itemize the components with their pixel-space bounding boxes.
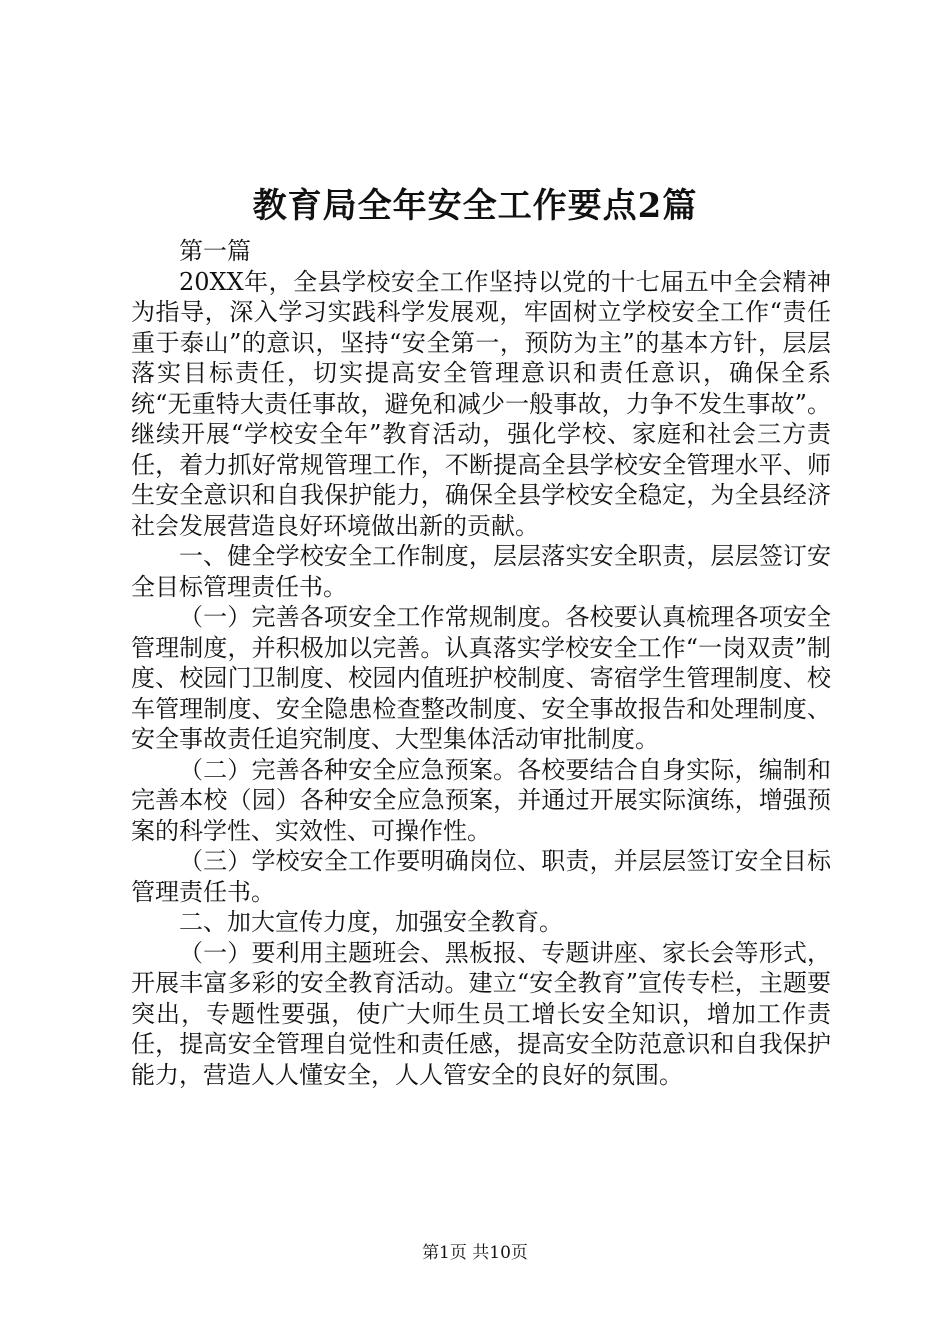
paragraph: 20XX年，全县学校安全工作坚持以党的十七届五中全会精神为指导，深入学习实践科学发展观，牢固树立学校安全工作“责任重于泰山”的意识，坚持“安全第一，预防为主”的基本方针，层层落实目标责任，切实提高安全管理意识和责任意识，确保全系统“无重特大责任事故，避免和减少一般事故，力争不发生事故”。继续开展“学校安全年”教育活动，强化学校、家庭和社会三方责任，着力抓好常规管理工作，不断提高全县学校安全管理水平、师生安全意识和自我保护能力，确保全县学校安全稳定，为全县经济社会发展营造良好环境做出新的贡献。 bbox=[131, 267, 831, 540]
section-heading: 第一篇 bbox=[179, 237, 251, 265]
document-body bbox=[131, 236, 831, 1090]
document-title: 教育局全年安全工作要点2篇 bbox=[252, 186, 698, 226]
paragraph: 一、健全学校安全工作制度，层层落实安全职责，层层签订安全目标管理责任书。 bbox=[131, 542, 831, 601]
paragraph: （一）完善各项安全工作常规制度。各校要认真梳理各项安全管理制度，并积极加以完善。认真落实学校安全工作“一岗双责”制度、校园门卫制度、校园内值班护校制度、寄宿学生管理制度、校车管理制度、安全隐患检查整改制度、安全事故报告和处理制度、安全事故责任追究制度、大型集体活动审批制度。 bbox=[131, 603, 831, 753]
paragraph: （二）完善各种安全应急预案。各校要结合自身实际，编制和完善本校（园）各种安全应急预案，并通过开展实际演练，增强预案的科学性、实效性、可操作性。 bbox=[131, 755, 831, 845]
paragraph: 二、加大宣传力度，加强安全教育。 bbox=[179, 908, 563, 936]
paragraph: （一）要利用主题班会、黑板报、专题讲座、家长会等形式，开展丰富多彩的安全教育活动。建立“安全教育”宣传专栏，主题要突出，专题性要强，使广大师生员工增长安全知识，增加工作责任，提高安全管理自觉性和责任感，提高安全防范意识和自我保护能力，营造人人懂安全，人人管安全的良好的氛围。 bbox=[131, 938, 831, 1089]
paragraph: （三）学校安全工作要明确岗位、职责，并层层签订安全目标管理责任书。 bbox=[131, 847, 831, 906]
page-footer: 第1页 共10页 bbox=[422, 1243, 528, 1263]
